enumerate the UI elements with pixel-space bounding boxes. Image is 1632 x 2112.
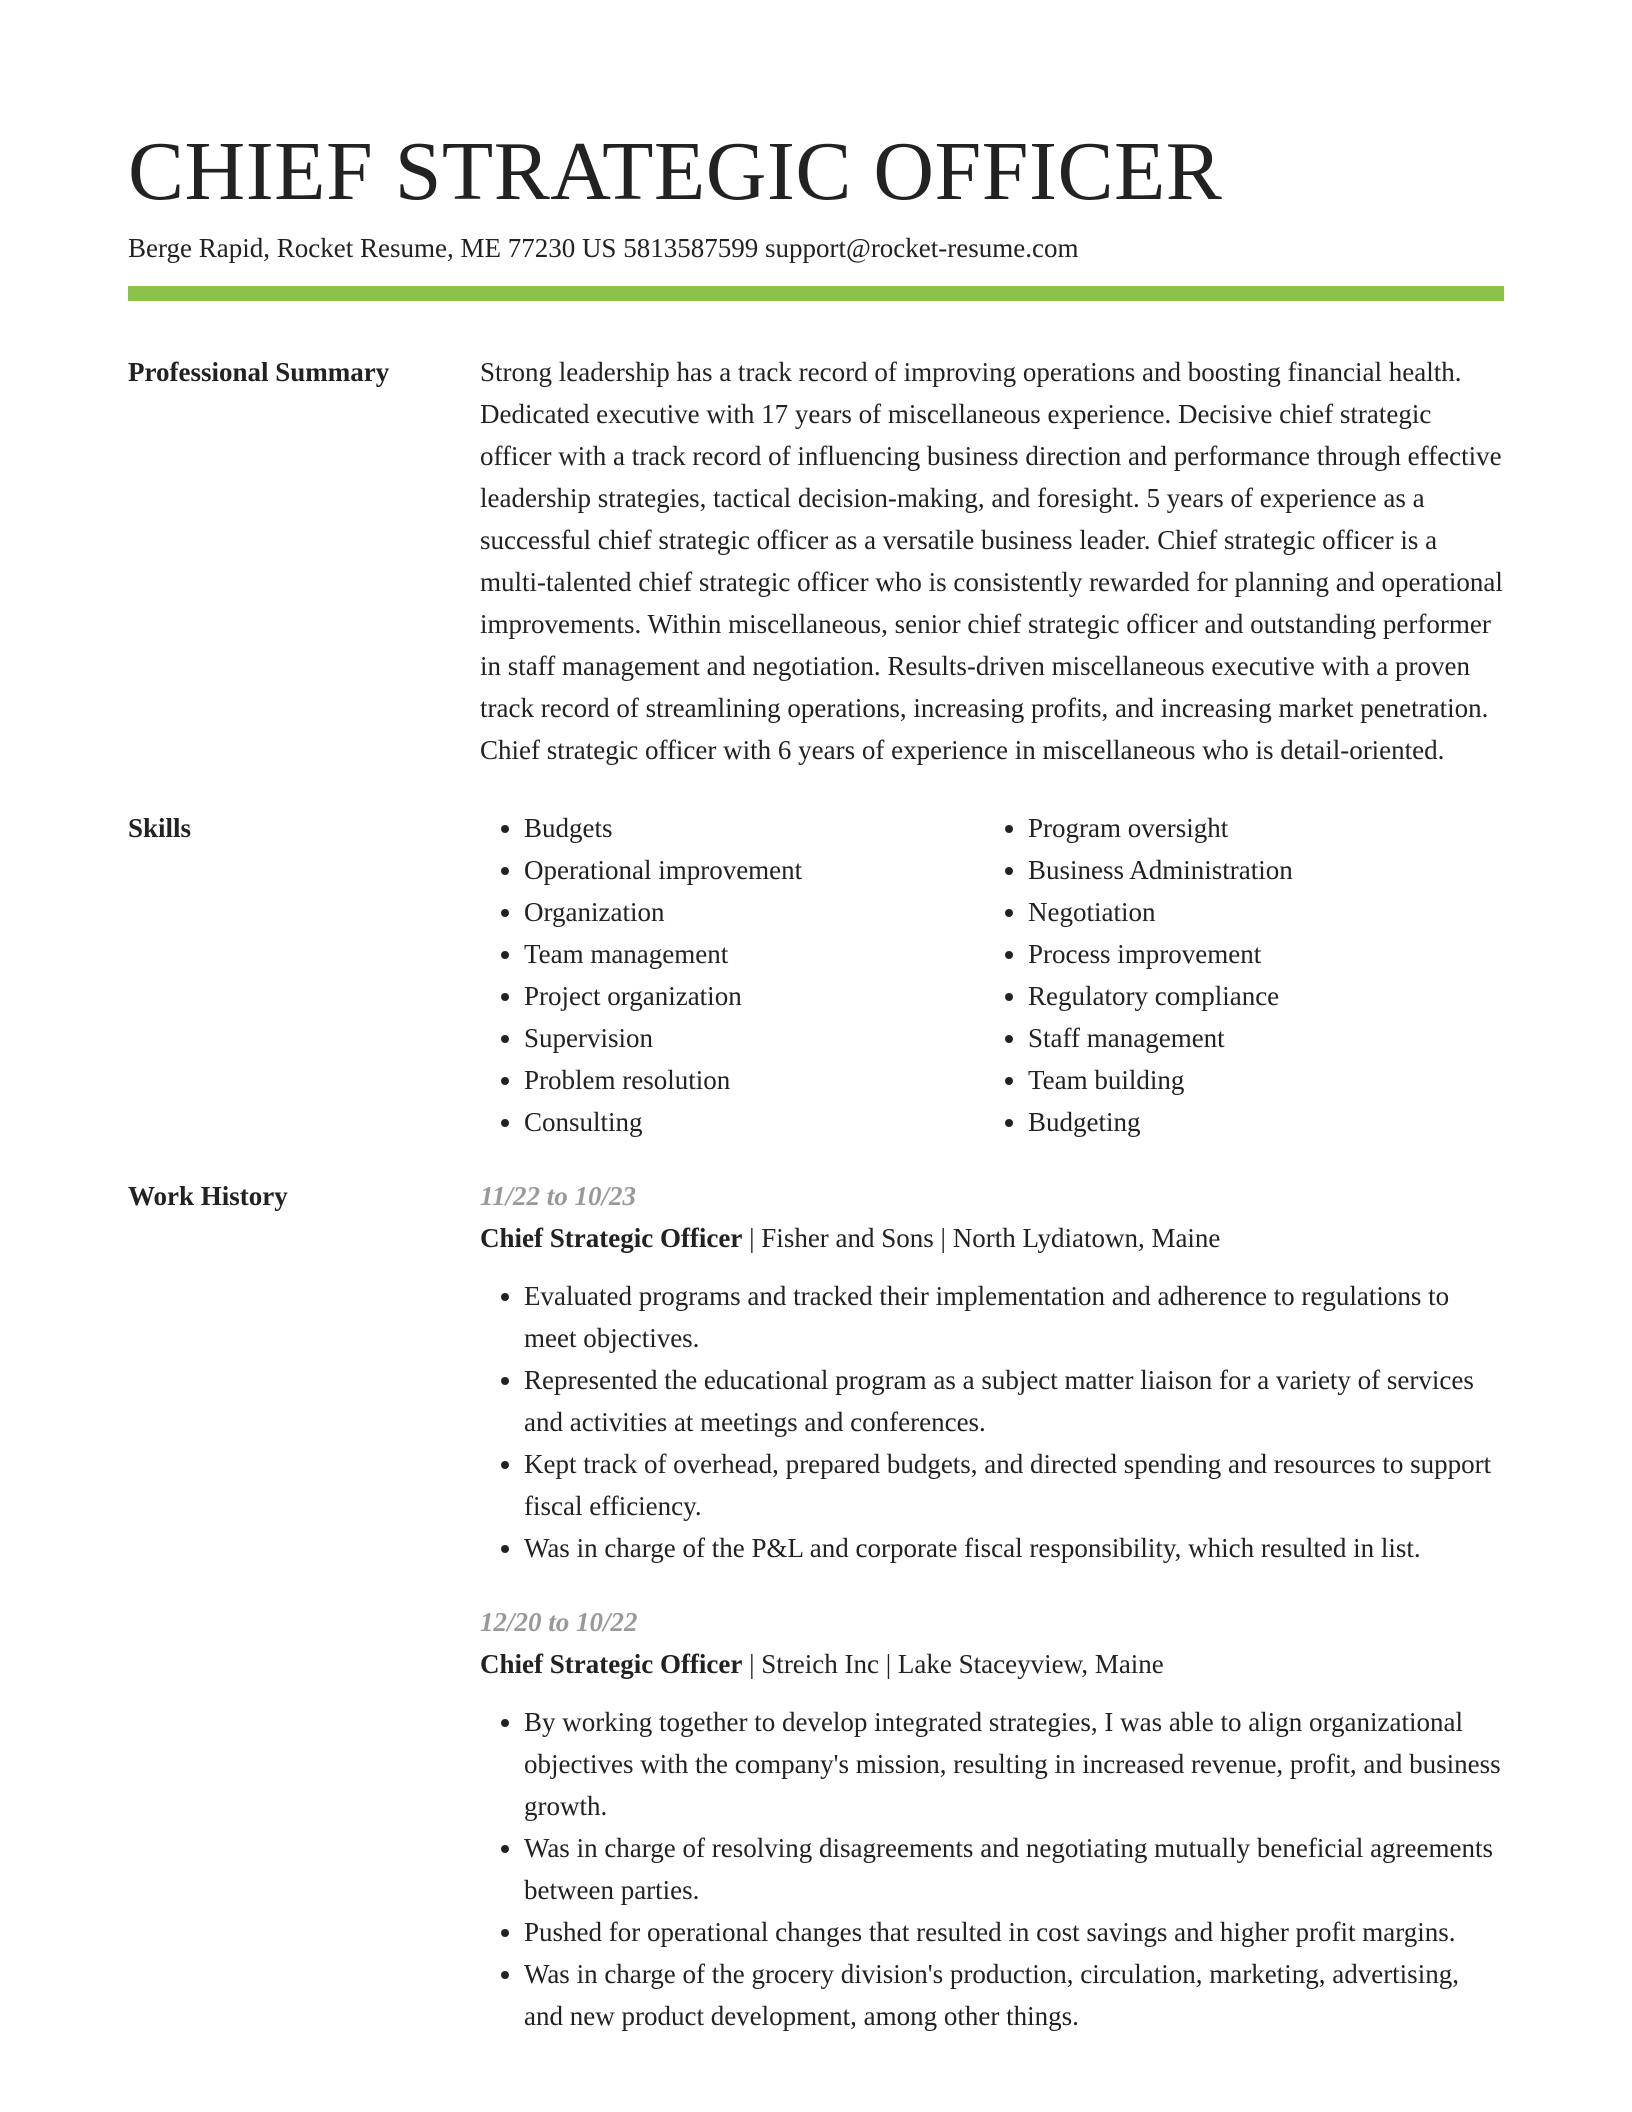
skill-item: • Consulting bbox=[524, 1101, 984, 1143]
job-title-line bbox=[480, 1643, 1504, 1685]
job-title-line bbox=[480, 1217, 1504, 1259]
skill-item: • Negotiation bbox=[1028, 891, 1488, 933]
job-bullet: • Represented the educational program as a subject matter liaison for a variety of services and activities at meetings and conferences. bbox=[524, 1359, 1504, 1443]
skills-section bbox=[128, 807, 1504, 1143]
work-history-body bbox=[480, 1175, 1504, 2037]
skill-item: • Business Administration bbox=[1028, 849, 1488, 891]
skills-list-left bbox=[480, 807, 984, 1143]
job-dates: 12/20 to 10/22 bbox=[480, 1607, 638, 1637]
summary-body bbox=[480, 351, 1504, 771]
skill-item: • Regulatory compliance bbox=[1028, 975, 1488, 1017]
skill-item: • Supervision bbox=[524, 1017, 984, 1059]
job-bullet: • By working together to develop integrated strategies, I was able to align organizational objectives with the company's mission, resulting in increased revenue, profit, and business growth. bbox=[524, 1701, 1504, 1827]
job-role: Chief Strategic Officer bbox=[480, 1649, 743, 1679]
job-bullet: • Was in charge of resolving disagreements and negotiating mutually beneficial agreements between parties. bbox=[524, 1827, 1504, 1911]
skill-item: • Budgets bbox=[524, 807, 984, 849]
job-bullet: • Pushed for operational changes that resulted in cost savings and higher profit margins. bbox=[524, 1911, 1504, 1953]
job-dates: 11/22 to 10/23 bbox=[480, 1181, 637, 1211]
skill-item: • Program oversight bbox=[1028, 807, 1488, 849]
job-bullet: • Was in charge of the grocery division's production, circulation, marketing, advertising, and new product development, among other things. bbox=[524, 1953, 1504, 2037]
job-company-location: | Streich Inc | Lake Staceyview, Maine bbox=[742, 1649, 1164, 1679]
job-bullet: • Kept track of overhead, prepared budgets, and directed spending and resources to support fiscal efficiency. bbox=[524, 1443, 1504, 1527]
skill-item: • Operational improvement bbox=[524, 849, 984, 891]
skill-item: • Process improvement bbox=[1028, 933, 1488, 975]
job-role: Chief Strategic Officer bbox=[480, 1223, 743, 1253]
job-entry bbox=[480, 1175, 1504, 1569]
skill-item: • Problem resolution bbox=[524, 1059, 984, 1101]
summary-heading: Professional Summary bbox=[128, 357, 390, 387]
skills-list-right bbox=[984, 807, 1488, 1143]
skill-item: • Budgeting bbox=[1028, 1101, 1488, 1143]
summary-section bbox=[128, 351, 1504, 771]
skill-item: • Project organization bbox=[524, 975, 984, 1017]
skills-heading: Skills bbox=[128, 813, 192, 843]
summary-text: Strong leadership has a track record of improving operations and boosting financial health. Dedicated executive with 17 years of miscellaneous experience. Decisive chief strategic officer with a track record of influencing business direction and performance through effective leadership strategies, tactical decision-making, and foresight. 5 years of experience as a successful chief strategic officer as a versatile business leader. Chief strategic officer is a multi-talented chief strategic officer who is consistently rewarded for planning and operational improvements. Within miscellaneous, senior chief strategic officer and outstanding performer in staff management and negotiation. Results-driven miscellaneous executive with a proven track record of streamlining operations, increasing profits, and increasing market penetration. Chief strategic officer with 6 years of experience in miscellaneous who is detail-oriented. bbox=[480, 357, 1503, 765]
job-bullet: • Evaluated programs and tracked their implementation and adherence to regulations to meet objectives. bbox=[524, 1275, 1504, 1359]
skill-item: • Staff management bbox=[1028, 1017, 1488, 1059]
job-bullets bbox=[480, 1701, 1504, 2037]
job-bullets bbox=[480, 1275, 1504, 1569]
job-company-location: | Fisher and Sons | North Lydiatown, Maine bbox=[742, 1223, 1221, 1253]
contact-info: Berge Rapid, Rocket Resume, ME 77230 US 5813587599 support@rocket-resume.com bbox=[128, 233, 1079, 263]
job-entry bbox=[480, 1601, 1504, 2037]
skill-item: • Organization bbox=[524, 891, 984, 933]
page-title: CHIEF STRATEGIC OFFICER bbox=[128, 125, 1223, 218]
skill-item: • Team management bbox=[524, 933, 984, 975]
work-history-section bbox=[128, 1175, 1504, 2037]
skills-body bbox=[480, 807, 1504, 1143]
accent-divider bbox=[128, 286, 1504, 301]
work-history-heading: Work History bbox=[128, 1181, 288, 1211]
skill-item: • Team building bbox=[1028, 1059, 1488, 1101]
job-bullet: • Was in charge of the P&L and corporate fiscal responsibility, which resulted in list. bbox=[524, 1527, 1504, 1569]
resume-page bbox=[128, 0, 1504, 2037]
